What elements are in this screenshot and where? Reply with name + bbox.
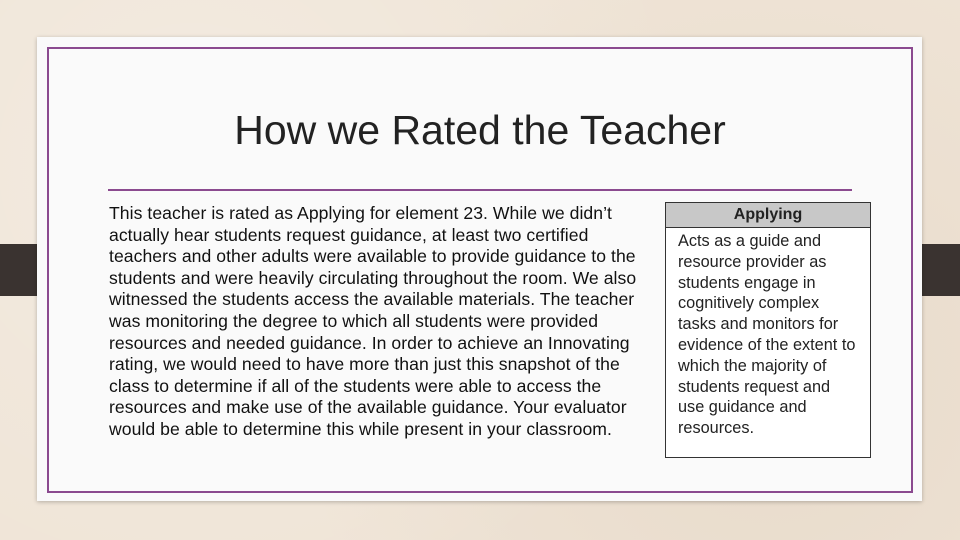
title-divider — [108, 189, 852, 191]
rubric-header: Applying — [666, 203, 870, 228]
slide-body-text: This teacher is rated as Applying for element 23. While we didn’t actually hear students request guidance, at least two certified teachers and other adults were available to provide guidance to the students and were heavily circulating throughout the room. We also witnessed the students access the available materials. The teacher was monitoring the degree to which all students were provided resources and needed guidance. In order to achieve an Innovating rating, we would need to have more than just this snapshot of the class to determine if all of the students were able to access the resources and make use of the available guidance. Your evaluator would be able to determine this while present in your classroom. — [109, 203, 637, 439]
slide-title: How we Rated the Teacher — [234, 107, 726, 153]
rubric-table — [665, 202, 871, 458]
rubric-description: Acts as a guide and resource provider as students engage in cognitively complex tasks and monitors for evidence of the extent to which the majority of students request and use guidance and resources. — [678, 232, 856, 438]
